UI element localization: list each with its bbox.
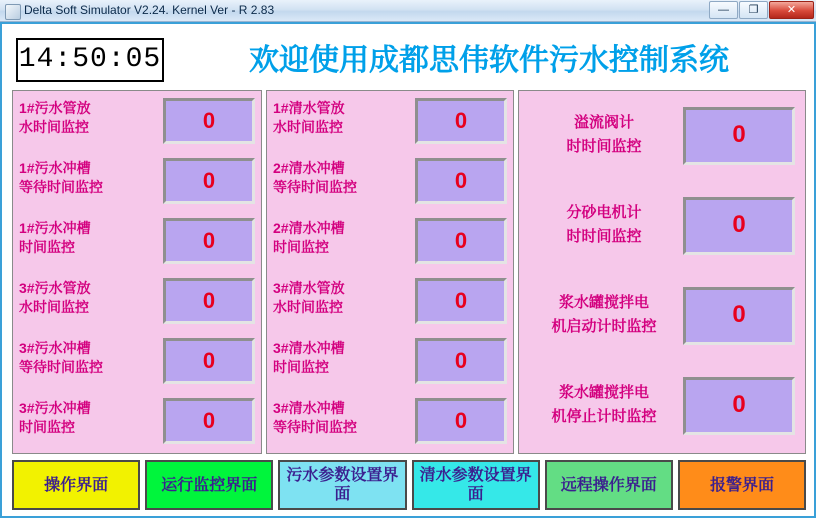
monitor-value: 0 bbox=[163, 398, 255, 444]
window-controls bbox=[709, 1, 814, 19]
monitor-row bbox=[267, 333, 513, 393]
monitor-label: 浆水罐搅拌电 机启动计时监控 bbox=[551, 294, 657, 335]
monitor-label: 1#清水管放 水时间监控 bbox=[273, 100, 345, 135]
monitor-value: 0 bbox=[163, 158, 255, 204]
monitor-row bbox=[13, 213, 261, 273]
monitor-label: 3#污水冲槽 时间监控 bbox=[19, 400, 91, 435]
monitor-label: 2#清水冲槽 等待时间监控 bbox=[273, 160, 357, 195]
equipment-monitor-panel bbox=[518, 90, 806, 454]
monitor-row bbox=[519, 183, 805, 273]
page-title: 欢迎使用成都思伟软件污水控制系统 bbox=[249, 44, 729, 77]
monitor-value: 0 bbox=[683, 197, 795, 255]
monitor-label: 溢流阀计 时时间监控 bbox=[566, 114, 642, 155]
sewage-monitor-panel bbox=[12, 90, 262, 454]
monitor-row bbox=[13, 273, 261, 333]
monitor-label: 1#污水冲槽 时间监控 bbox=[19, 220, 91, 255]
monitor-row bbox=[267, 213, 513, 273]
maximize-button[interactable]: ❐ bbox=[739, 1, 768, 19]
monitor-label: 3#清水冲槽 时间监控 bbox=[273, 340, 345, 375]
monitor-value: 0 bbox=[683, 377, 795, 435]
window-title: Delta Soft Simulator V2.24. Kernel Ver - R 2.83 bbox=[24, 3, 275, 17]
monitor-row bbox=[519, 363, 805, 453]
monitor-value: 0 bbox=[415, 398, 507, 444]
monitor-value: 0 bbox=[163, 218, 255, 264]
navigation-bar bbox=[12, 460, 806, 510]
monitor-row bbox=[267, 93, 513, 153]
monitor-label: 1#污水管放 水时间监控 bbox=[19, 100, 91, 135]
monitor-label: 分砂电机计 时时间监控 bbox=[566, 204, 642, 245]
hmi-window bbox=[0, 22, 816, 518]
monitor-value: 0 bbox=[163, 338, 255, 384]
monitor-value: 0 bbox=[163, 278, 255, 324]
monitor-value: 0 bbox=[683, 287, 795, 345]
nav-button-remote-operation[interactable]: 远程操作界面 bbox=[545, 460, 673, 510]
monitor-value: 0 bbox=[415, 98, 507, 144]
monitor-row bbox=[13, 393, 261, 453]
monitor-value: 0 bbox=[683, 107, 795, 165]
monitor-row bbox=[13, 153, 261, 213]
monitor-label: 3#污水冲槽 等待时间监控 bbox=[19, 340, 103, 375]
application-icon bbox=[5, 4, 21, 20]
monitor-row bbox=[519, 273, 805, 363]
close-button[interactable]: ✕ bbox=[769, 1, 814, 19]
title-bar bbox=[0, 0, 816, 22]
monitor-row bbox=[267, 153, 513, 213]
nav-button-sewage-params[interactable]: 污水参数设置界面 bbox=[278, 460, 406, 510]
nav-button-run-monitor[interactable]: 运行监控界面 bbox=[145, 460, 273, 510]
nav-button-operation[interactable]: 操作界面 bbox=[12, 460, 140, 510]
monitor-value: 0 bbox=[415, 338, 507, 384]
monitor-label: 2#清水冲槽 时间监控 bbox=[273, 220, 345, 255]
monitor-value: 0 bbox=[415, 158, 507, 204]
nav-button-alarm[interactable]: 报警界面 bbox=[678, 460, 806, 510]
monitor-label: 1#污水冲槽 等待时间监控 bbox=[19, 160, 103, 195]
monitor-row bbox=[267, 273, 513, 333]
monitor-value: 0 bbox=[163, 98, 255, 144]
monitor-label: 3#清水管放 水时间监控 bbox=[273, 280, 345, 315]
hmi-screen bbox=[4, 26, 812, 514]
monitor-row bbox=[267, 393, 513, 453]
minimize-button[interactable]: — bbox=[709, 1, 738, 19]
monitor-row bbox=[13, 93, 261, 153]
clearwater-monitor-panel bbox=[266, 90, 514, 454]
monitor-value: 0 bbox=[415, 218, 507, 264]
monitor-value: 0 bbox=[415, 278, 507, 324]
nav-button-clearwater-params[interactable]: 清水参数设置界面 bbox=[412, 460, 540, 510]
monitor-label: 3#污水管放 水时间监控 bbox=[19, 280, 91, 315]
monitor-row bbox=[13, 333, 261, 393]
monitor-label: 3#清水冲槽 等待时间监控 bbox=[273, 400, 357, 435]
monitor-label: 浆水罐搅拌电 机停止计时监控 bbox=[551, 384, 657, 425]
monitor-row bbox=[519, 93, 805, 183]
clock-display: 14:50:05 bbox=[16, 38, 164, 82]
